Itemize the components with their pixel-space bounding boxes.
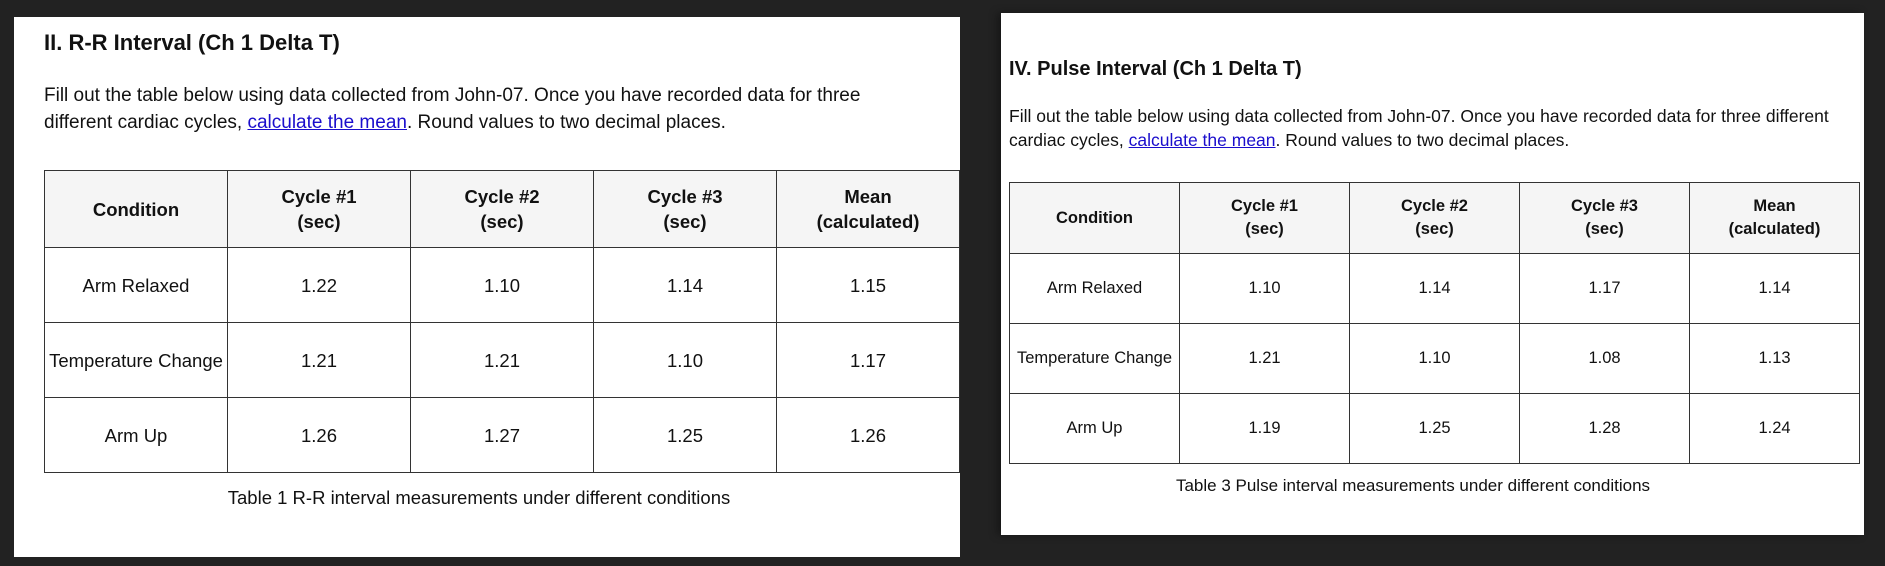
table-row	[45, 398, 960, 473]
calculate-mean-link[interactable]: calculate the mean	[1128, 130, 1276, 150]
cell-cycle-3[interactable]: 1.25	[594, 398, 777, 473]
header-cycle-2: Cycle #2 (sec)	[1350, 183, 1520, 254]
table-row	[1010, 394, 1860, 464]
cell-condition[interactable]: Arm Up	[1010, 394, 1180, 464]
instructions-text-end: . Round values to two decimal places.	[406, 112, 726, 133]
cell-cycle-2[interactable]: 1.10	[411, 248, 594, 323]
cell-cycle-3[interactable]: 1.08	[1520, 324, 1690, 394]
header-mean: Mean (calculated)	[1690, 183, 1860, 254]
cell-cycle-1[interactable]: 1.21	[1180, 324, 1350, 394]
header-cycle-1: Cycle #1 (sec)	[228, 171, 411, 248]
cell-condition[interactable]: Temperature Change	[45, 323, 228, 398]
table-caption: Table 3 Pulse interval measurements under different conditions	[1175, 476, 1651, 495]
header-condition: Condition	[45, 171, 228, 248]
cell-mean[interactable]: 1.13	[1690, 324, 1860, 394]
table-row	[45, 248, 960, 323]
cell-mean[interactable]: 1.14	[1690, 254, 1860, 324]
rr-interval-table	[44, 170, 960, 473]
cell-mean[interactable]: 1.24	[1690, 394, 1860, 464]
table-row	[1010, 324, 1860, 394]
cell-mean[interactable]: 1.15	[777, 248, 960, 323]
cell-condition[interactable]: Arm Relaxed	[1010, 254, 1180, 324]
document-page-right	[1001, 13, 1864, 535]
cell-condition[interactable]: Arm Up	[45, 398, 228, 473]
table-row	[45, 323, 960, 398]
instructions-paragraph	[44, 82, 904, 136]
section-heading-pulse-interval: IV. Pulse Interval (Ch 1 Delta T)	[1009, 58, 1302, 80]
cell-cycle-1[interactable]: 1.22	[228, 248, 411, 323]
instructions-paragraph	[1009, 104, 1829, 152]
cell-cycle-3[interactable]: 1.17	[1520, 254, 1690, 324]
cell-cycle-1[interactable]: 1.10	[1180, 254, 1350, 324]
header-cycle-3: Cycle #3 (sec)	[594, 171, 777, 248]
cell-cycle-3[interactable]: 1.14	[594, 248, 777, 323]
cell-cycle-2[interactable]: 1.27	[411, 398, 594, 473]
document-page-left	[14, 17, 960, 557]
instructions-text-end: . Round values to two decimal places.	[1275, 130, 1570, 150]
cell-condition[interactable]: Arm Relaxed	[45, 248, 228, 323]
table-row	[1010, 254, 1860, 324]
cell-cycle-2[interactable]: 1.25	[1350, 394, 1520, 464]
cell-condition[interactable]: Temperature Change	[1010, 324, 1180, 394]
instructions-text: Fill out the table below using data collected from John-07. Once you have recorded data for three different cardiac cycles,	[1009, 106, 1829, 150]
table-header-row	[1010, 183, 1860, 254]
instructions-text: Fill out the table below using data collected from John-07. Once you have recorded data for three different cardiac cycles,	[44, 85, 861, 133]
calculate-mean-link[interactable]: calculate the mean	[247, 112, 407, 133]
section-heading-rr-interval: II. R-R Interval (Ch 1 Delta T)	[44, 30, 340, 55]
header-cycle-1: Cycle #1 (sec)	[1180, 183, 1350, 254]
cell-cycle-2[interactable]: 1.10	[1350, 324, 1520, 394]
table-caption: Table 1 R-R interval measurements under different conditions	[227, 487, 731, 508]
cell-cycle-1[interactable]: 1.26	[228, 398, 411, 473]
header-condition: Condition	[1010, 183, 1180, 254]
table-header-row	[45, 171, 960, 248]
cell-mean[interactable]: 1.26	[777, 398, 960, 473]
header-mean: Mean (calculated)	[777, 171, 960, 248]
cell-cycle-2[interactable]: 1.21	[411, 323, 594, 398]
cell-cycle-3[interactable]: 1.10	[594, 323, 777, 398]
pulse-interval-table	[1009, 182, 1860, 464]
header-cycle-3: Cycle #3 (sec)	[1520, 183, 1690, 254]
header-cycle-2: Cycle #2 (sec)	[411, 171, 594, 248]
cell-cycle-3[interactable]: 1.28	[1520, 394, 1690, 464]
cell-cycle-2[interactable]: 1.14	[1350, 254, 1520, 324]
cell-cycle-1[interactable]: 1.19	[1180, 394, 1350, 464]
cell-cycle-1[interactable]: 1.21	[228, 323, 411, 398]
cell-mean[interactable]: 1.17	[777, 323, 960, 398]
